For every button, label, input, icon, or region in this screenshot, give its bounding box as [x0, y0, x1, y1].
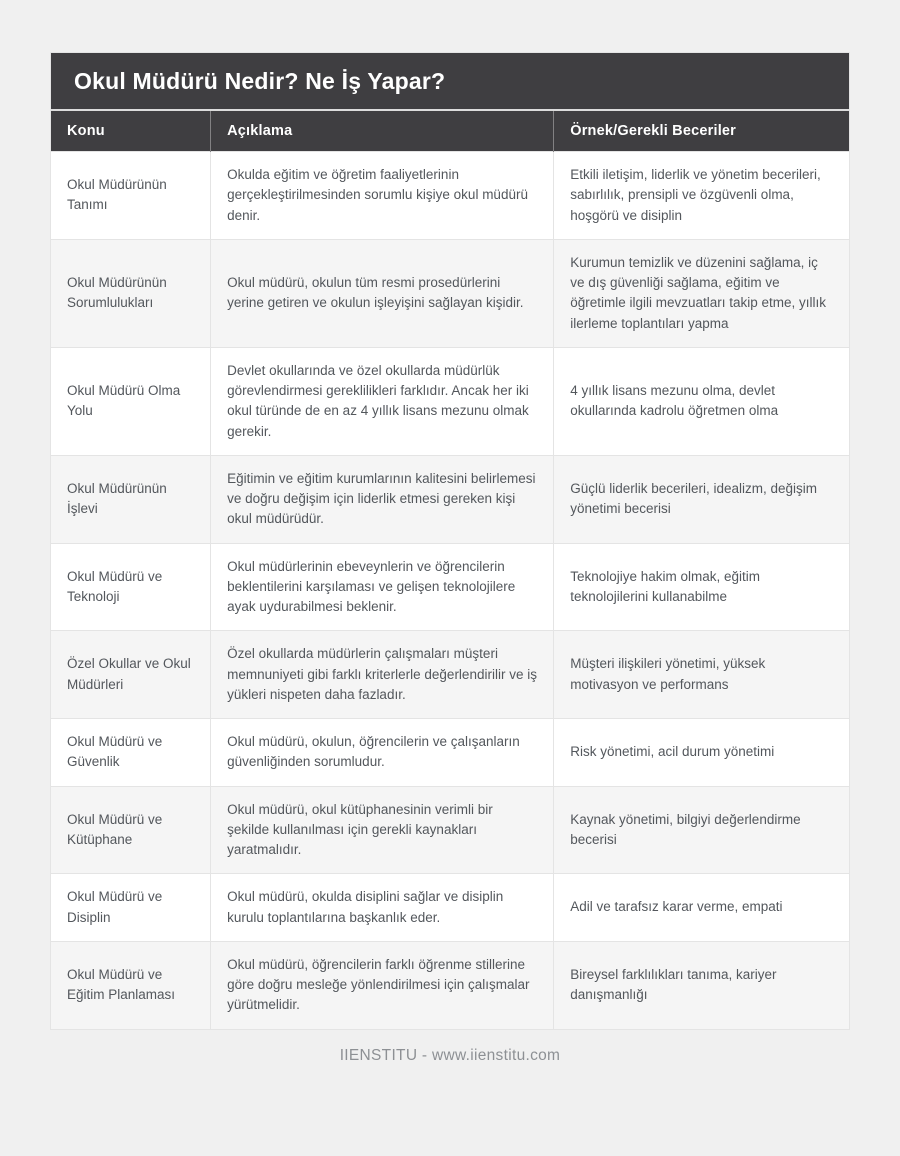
cell-aciklama: Okul müdürü, okulda disiplini sağlar ve disiplin kurulu toplantılarına başkanlık eder.: [211, 874, 554, 942]
cell-konu: Okul Müdürünün Sorumlulukları: [51, 239, 211, 347]
cell-aciklama: Devlet okullarında ve özel okullarda müdürlük görevlendirmesi gereklilikleri farklıdır. Ancak her iki okul türünde de en az 4 yıllık lisans mezunu olmak gerekir.: [211, 347, 554, 455]
cell-ornek: Adil ve tarafsız karar verme, empati: [554, 874, 849, 942]
table-row: [51, 543, 849, 631]
footer-credit: IIENSTITU - www.iienstitu.com: [339, 1046, 561, 1064]
cell-aciklama: Okul müdürü, okulun, öğrencilerin ve çalışanların güvenliğinden sorumludur.: [211, 719, 554, 787]
cell-konu: Okul Müdürü ve Güvenlik: [51, 719, 211, 787]
cell-aciklama: Okulda eğitim ve öğretim faaliyetlerinin gerçekleştirilmesinden sorumlu kişiye okul müdürü denir.: [211, 152, 554, 240]
table-body: [51, 152, 849, 1029]
cell-konu: Okul Müdürü ve Disiplin: [51, 874, 211, 942]
info-table: [51, 111, 849, 1029]
cell-ornek: 4 yıllık lisans mezunu olma, devlet okullarında kadrolu öğretmen olma: [554, 347, 849, 455]
table-header-row: [51, 111, 849, 152]
cell-konu: Okul Müdürü ve Teknoloji: [51, 543, 211, 631]
cell-ornek: Bireysel farklılıkları tanıma, kariyer danışmanlığı: [554, 941, 849, 1028]
cell-aciklama: Okul müdürü, okulun tüm resmi prosedürlerini yerine getiren ve okulun işleyişini sağlayan kişidir.: [211, 239, 554, 347]
table-row: [51, 239, 849, 347]
page-title: Okul Müdürü Nedir? Ne İş Yapar?: [51, 53, 849, 111]
table-row: [51, 152, 849, 240]
cell-ornek: Güçlü liderlik becerileri, idealizm, değişim yönetimi becerisi: [554, 455, 849, 543]
table-row: [51, 455, 849, 543]
cell-aciklama: Okul müdürü, okul kütüphanesinin verimli bir şekilde kullanılması için gerekli kaynakları yaratmalıdır.: [211, 786, 554, 874]
cell-konu: Okul Müdürü ve Eğitim Planlaması: [51, 941, 211, 1028]
cell-konu: Okul Müdürünün Tanımı: [51, 152, 211, 240]
cell-konu: Okul Müdürü Olma Yolu: [51, 347, 211, 455]
table-row: [51, 786, 849, 874]
cell-konu: Okul Müdürünün İşlevi: [51, 455, 211, 543]
cell-ornek: Teknolojiye hakim olmak, eğitim teknolojilerini kullanabilme: [554, 543, 849, 631]
cell-ornek: Kaynak yönetimi, bilgiyi değerlendirme becerisi: [554, 786, 849, 874]
cell-aciklama: Okul müdürü, öğrencilerin farklı öğrenme stillerine göre doğru mesleğe yönlendirilmesi için çalışmalar yürütmelidir.: [211, 941, 554, 1028]
table-row: [51, 941, 849, 1028]
cell-ornek: Etkili iletişim, liderlik ve yönetim becerileri, sabırlılık, prensipli ve özgüvenli olma, hoşgörü ve disiplin: [554, 152, 849, 240]
table-row: [51, 719, 849, 787]
cell-ornek: Kurumun temizlik ve düzenini sağlama, iç ve dış güvenliği sağlama, eğitim ve öğretimle ilgili mevzuatları takip etme, yıllık ilerleme toplantıları yapma: [554, 239, 849, 347]
table-row: [51, 631, 849, 719]
cell-ornek: Risk yönetimi, acil durum yönetimi: [554, 719, 849, 787]
cell-konu: Okul Müdürü ve Kütüphane: [51, 786, 211, 874]
cell-konu: Özel Okullar ve Okul Müdürleri: [51, 631, 211, 719]
column-header-aciklama: Açıklama: [211, 111, 554, 152]
cell-aciklama: Eğitimin ve eğitim kurumlarının kalitesini belirlemesi ve doğru değişim için liderlik etmesi gereken kişi okul müdürüdür.: [211, 455, 554, 543]
table-card: [50, 52, 850, 1030]
column-header-ornek: Örnek/Gerekli Beceriler: [554, 111, 849, 152]
table-row: [51, 347, 849, 455]
cell-aciklama: Özel okullarda müdürlerin çalışmaları müşteri memnuniyeti gibi farklı kriterlerle değerlendirilir ve iş yükleri nispeten daha fazladır.: [211, 631, 554, 719]
table-row: [51, 874, 849, 942]
column-header-konu: Konu: [51, 111, 211, 152]
cell-ornek: Müşteri ilişkileri yönetimi, yüksek motivasyon ve performans: [554, 631, 849, 719]
cell-aciklama: Okul müdürlerinin ebeveynlerin ve öğrencilerin beklentilerini karşılaması ve gelişen teknolojilere ayak uydurabilmesi beklenir.: [211, 543, 554, 631]
